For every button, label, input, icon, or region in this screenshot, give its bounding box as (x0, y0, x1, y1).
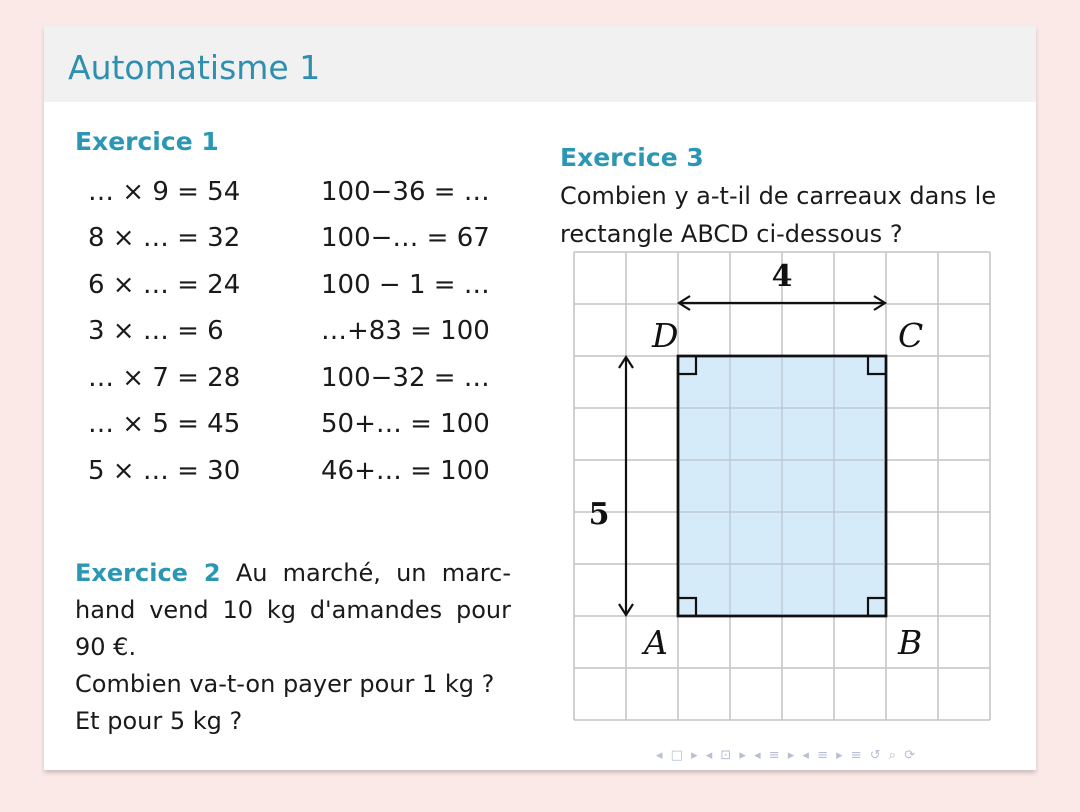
title-bar (44, 26, 1036, 102)
equation-right-5: 100−32 = … (321, 363, 490, 393)
equation-right-7: 46+… = 100 (321, 456, 490, 486)
equation-right-1: 100−36 = … (321, 177, 490, 207)
equation-right-2: 100−… = 67 (321, 223, 490, 253)
exercise2-line-2: hand vend 10 kg d'amandes pour (75, 596, 511, 624)
rectangle-figure (564, 242, 1024, 732)
exercise2-line-3: 90 €. (75, 633, 137, 661)
vertex-b-label: B (898, 623, 923, 662)
slide (44, 26, 1036, 770)
exercise3-question-line-2: rectangle ABCD ci-dessous ? (560, 220, 903, 248)
exercise2-text-1: Au marché, un marc- (235, 559, 512, 587)
slide-title: Automatisme 1 (68, 48, 321, 87)
equation-left-4: 3 × … = 6 (88, 316, 224, 346)
beamer-navigation-controls[interactable]: ◂ □ ▸ ◂ ⊡ ▸ ◂ ≡ ▸ ◂ ≡ ▸ ≡ ↺ ⌕ ⟳ (656, 748, 918, 763)
equation-left-5: … × 7 = 28 (88, 363, 241, 393)
equation-right-6: 50+… = 100 (321, 409, 490, 439)
vertex-d-label: D (652, 316, 679, 355)
equation-right-3: 100 − 1 = … (321, 270, 490, 300)
height-label: 5 (588, 497, 610, 532)
exercise2-line-4: Combien va-t-on payer pour 1 kg ? (75, 670, 495, 698)
height-arrow (619, 357, 633, 615)
equation-left-3: 6 × … = 24 (88, 270, 241, 300)
equation-left-6: … × 5 = 45 (88, 409, 241, 439)
exercise2-line-1 (75, 555, 511, 592)
equation-left-7: 5 × … = 30 (88, 456, 241, 486)
vertex-a-label: A (644, 623, 668, 662)
exercise1-heading: Exercice 1 (75, 127, 219, 156)
vertex-c-label: C (898, 316, 924, 355)
exercise2-line-5: Et pour 5 kg ? (75, 707, 243, 735)
equation-right-4: …+83 = 100 (321, 316, 490, 346)
width-label: 4 (771, 259, 793, 294)
exercise3-question-line-1: Combien y a-t-il de carreaux dans le (560, 182, 997, 210)
exercise3-heading: Exercice 3 (560, 143, 704, 172)
equation-left-1: … × 9 = 54 (88, 177, 241, 207)
equation-left-2: 8 × … = 32 (88, 223, 241, 253)
exercise2-heading: Exercice 2 (75, 559, 221, 587)
exercise2-block (75, 555, 511, 740)
